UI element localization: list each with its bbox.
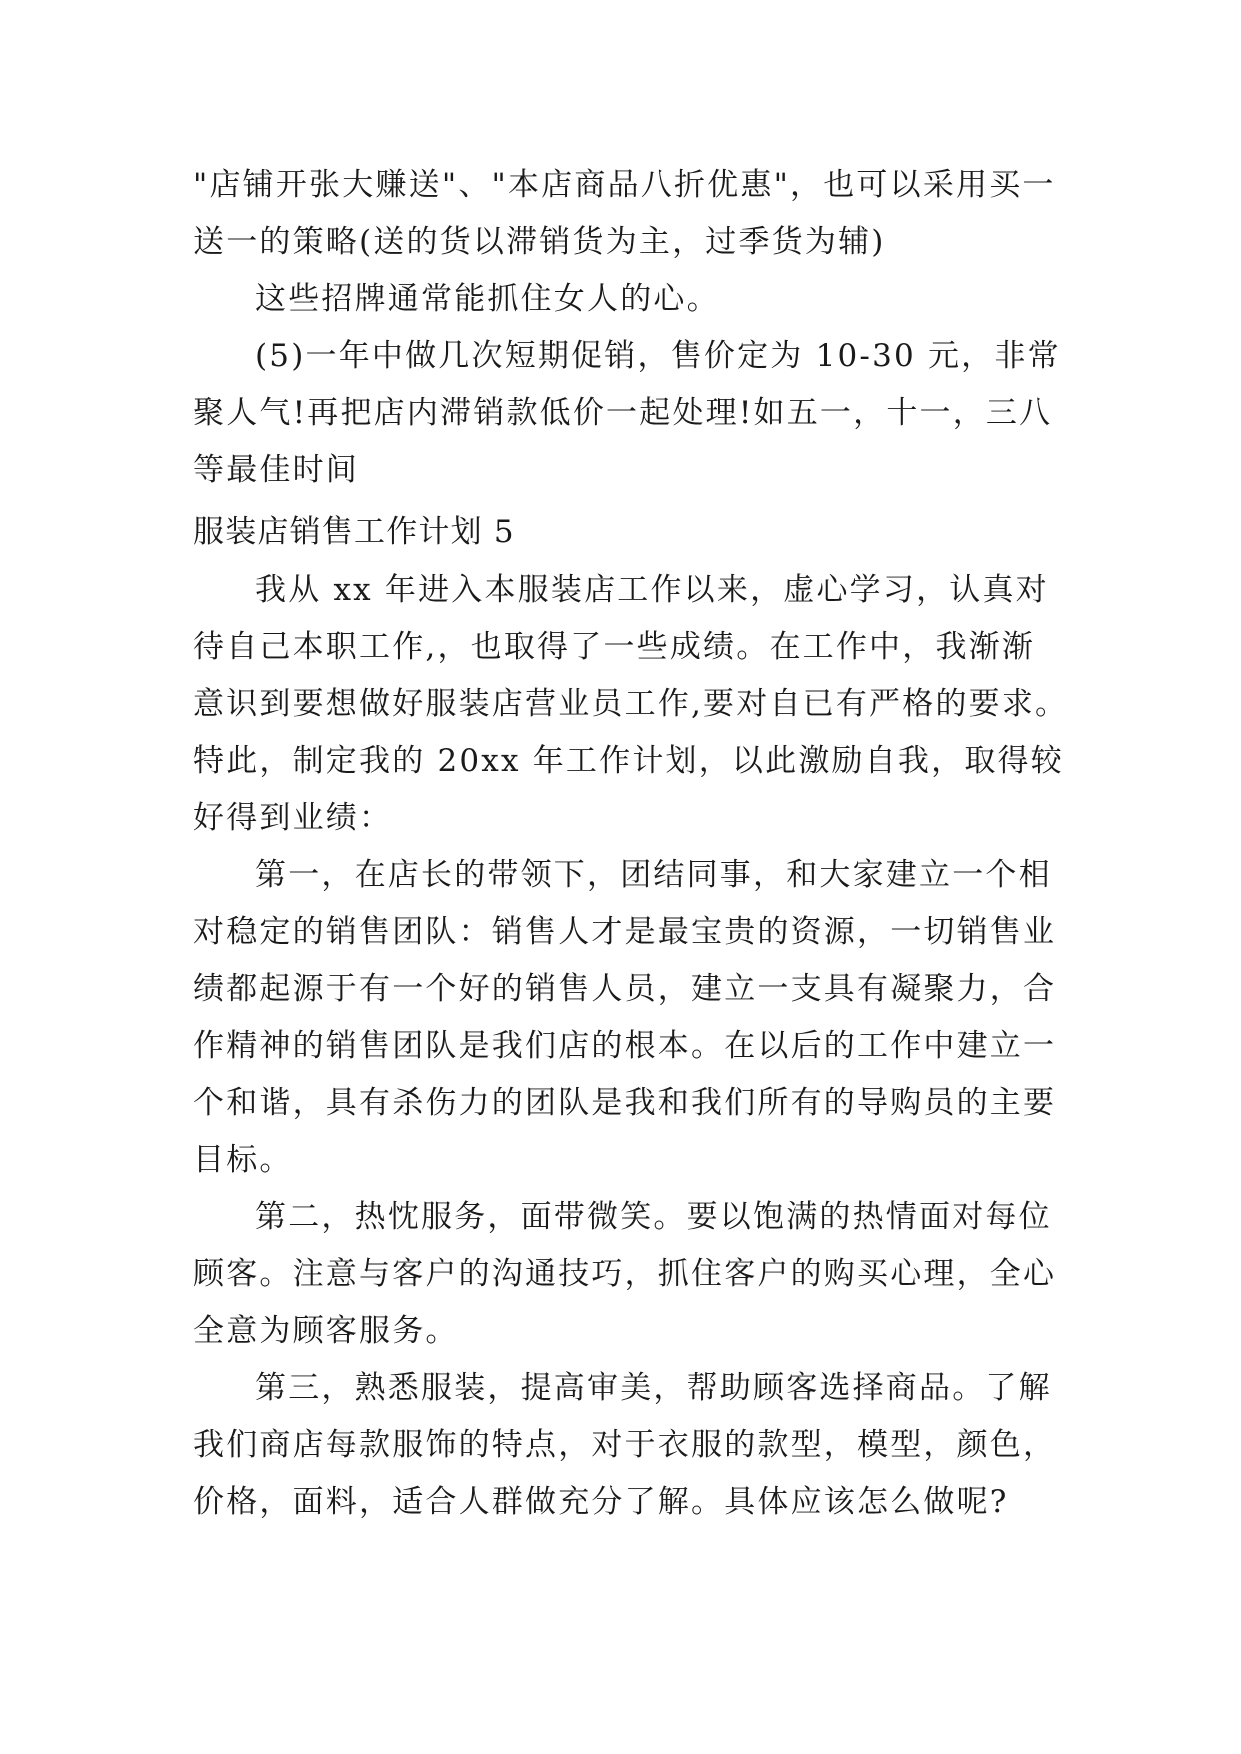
text-line: 送一的策略(送的货以滞销货为主，过季货为辅) <box>193 224 886 260</box>
text-line: 这些招牌通常能抓住女人的心。 <box>255 281 720 317</box>
text-line: (5)一年中做几次短期促销，售价定为 10-30 元，非常 <box>255 338 1061 374</box>
text-line: 特此，制定我的 20xx 年工作计划，以此激励自我，取得较 <box>193 743 1064 779</box>
text-line: 绩都起源于有一个好的销售人员，建立一支具有凝聚力，合 <box>193 971 1057 1007</box>
text-line: 等最佳时间 <box>193 452 359 488</box>
text-line: 对稳定的销售团队：销售人才是最宝贵的资源，一切销售业 <box>193 914 1057 950</box>
text-line: 意识到要想做好服装店营业员工作,要对自已有严格的要求。 <box>193 686 1069 722</box>
text-line: 好得到业绩： <box>193 800 393 836</box>
text-line: 个和谐，具有杀伤力的团队是我和我们所有的导购员的主要 <box>193 1085 1057 1121</box>
text-line: 目标。 <box>193 1142 293 1178</box>
section-heading: 服装店销售工作计划 5 <box>193 514 515 550</box>
text-line: 第一，在店长的带领下，团结同事，和大家建立一个相 <box>255 857 1052 893</box>
text-line: 第二，热忱服务，面带微笑。要以饱满的热情面对每位 <box>255 1199 1052 1235</box>
text-line: 全意为顾客服务。 <box>193 1313 459 1349</box>
text-line: 待自己本职工作,，也取得了一些成绩。在工作中，我渐渐 <box>193 629 1036 665</box>
text-line: 价格，面料，适合人群做充分了解。具体应该怎么做呢? <box>193 1484 1009 1520</box>
text-line: 我们商店每款服饰的特点，对于衣服的款型，模型，颜色， <box>193 1427 1057 1463</box>
text-line: 作精神的销售团队是我们店的根本。在以后的工作中建立一 <box>193 1028 1057 1064</box>
text-line: 顾客。注意与客户的沟通技巧，抓住客户的购买心理，全心 <box>193 1256 1057 1292</box>
text-line: 我从 xx 年进入本服装店工作以来，虚心学习，认真对 <box>255 572 1049 608</box>
text-line: "店铺开张大赚送"、"本店商品八折优惠"，也可以采用买一 <box>193 167 1056 203</box>
text-line: 第三，熟悉服装，提高审美，帮助顾客选择商品。了解 <box>255 1370 1052 1406</box>
text-line: 聚人气!再把店内滞销款低价一起处理!如五一，十一，三八 <box>193 395 1053 431</box>
